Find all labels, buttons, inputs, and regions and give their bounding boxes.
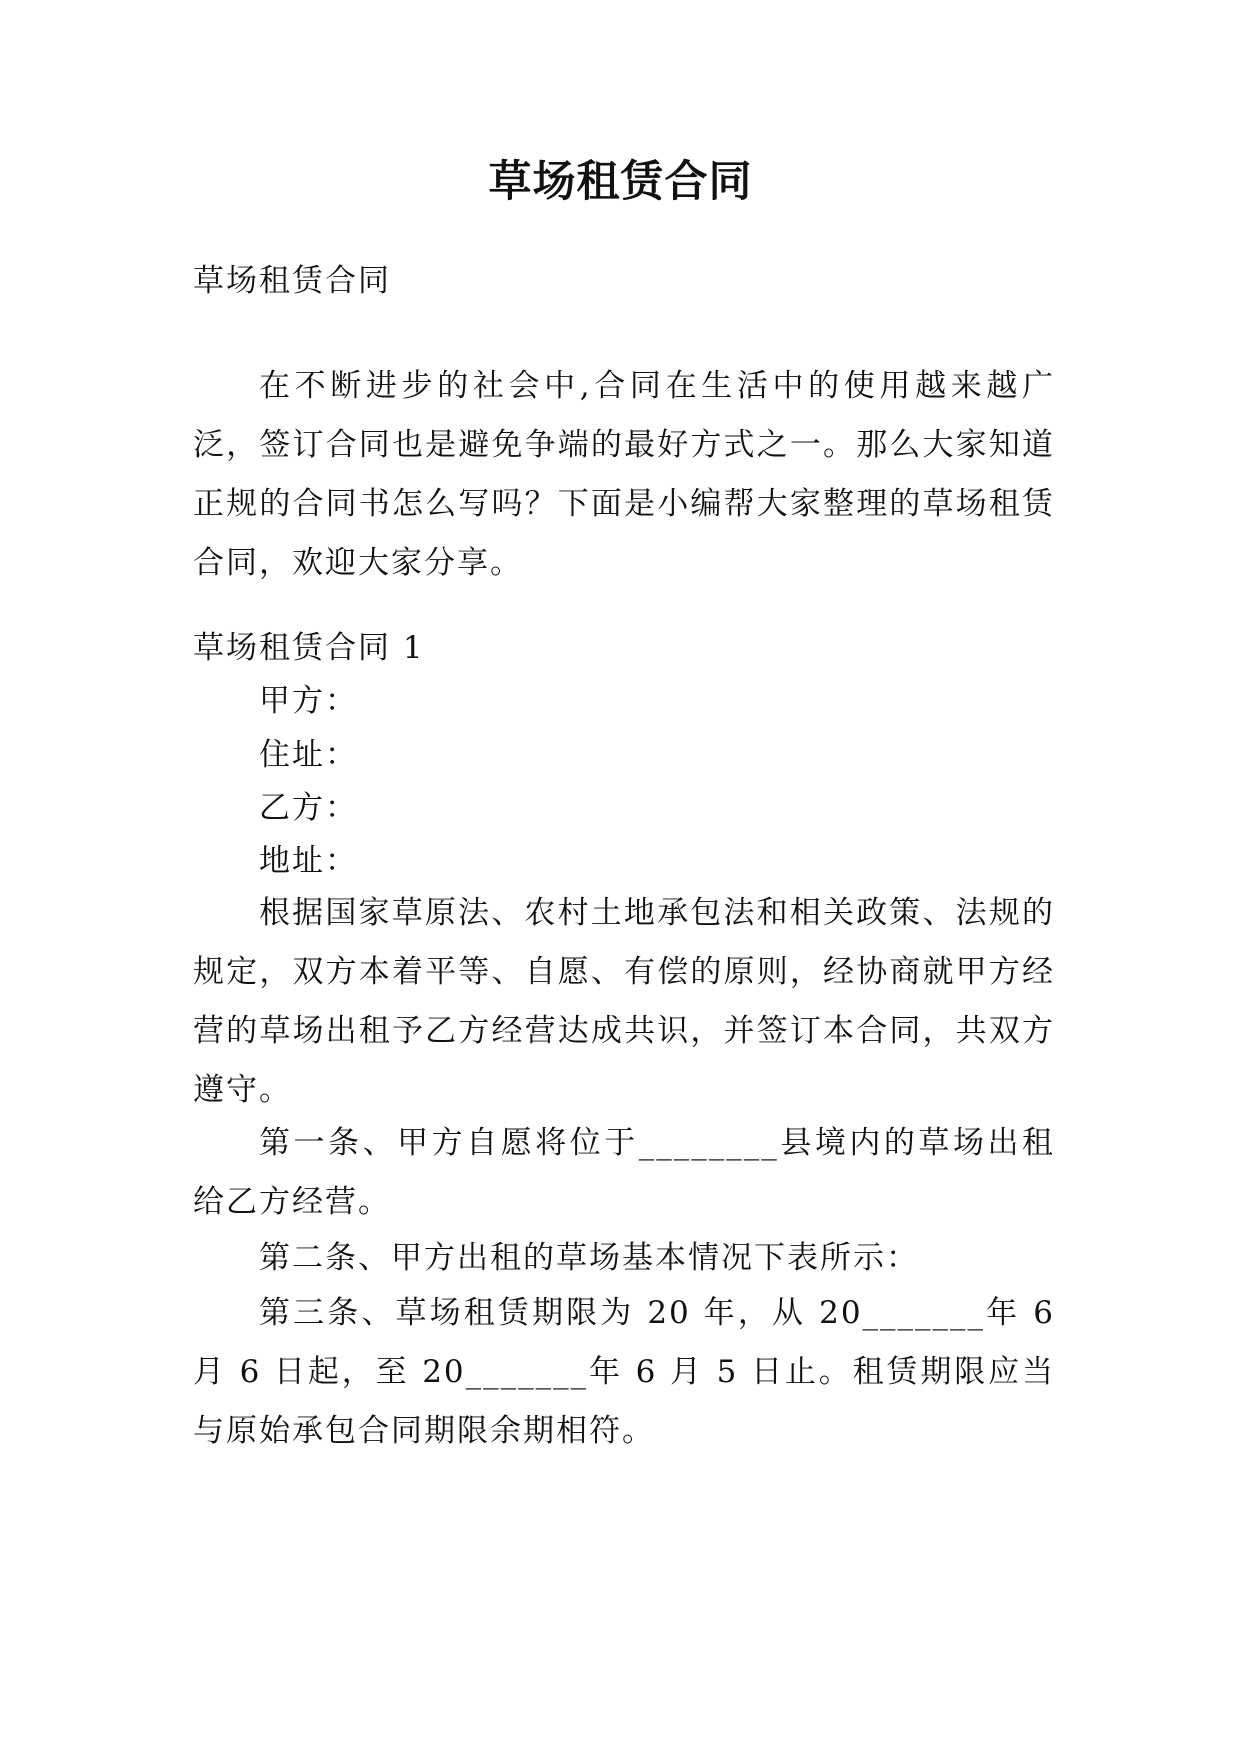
party-a-address-label: 住址： [259,737,358,773]
party-a-label: 甲方： [259,683,358,719]
preamble-paragraph: 根据国家草原法、农村土地承包法和相关政策、法规的规定，双方本着平等、自愿、有偿的原则，经协商就甲方经营的草场出租予乙方经营达成共识，并签订本合同，共双方遵守。 [193,895,1055,1108]
party-b-address-label: 地址： [259,843,358,879]
document-subtitle: 草场租赁合同 [193,263,391,299]
intro-paragraph: 在不断进步的社会中,合同在生活中的使用越来越广泛，签订合同也是避免争端的最好方式之一。那么大家知道正规的合同书怎么写吗？下面是小编帮大家整理的草场租赁合同，欢迎大家分享。 [193,368,1055,581]
article-2: 第二条、甲方出租的草场基本情况下表所示： [259,1240,919,1276]
article-3: 第三条、草场租赁期限为 20 年，从 20_______年 6 月 6 日起，至 20_______年 6 月 5 日止。租赁期限应当与原始承包合同期限余期相符。 [193,1295,1055,1449]
contract-heading: 草场租赁合同 1 [193,630,425,666]
party-b-label: 乙方： [259,790,358,826]
article-1: 第一条、甲方自愿将位于________县境内的草场出租给乙方经营。 [193,1125,1055,1220]
document-title: 草场租赁合同 [488,157,753,207]
